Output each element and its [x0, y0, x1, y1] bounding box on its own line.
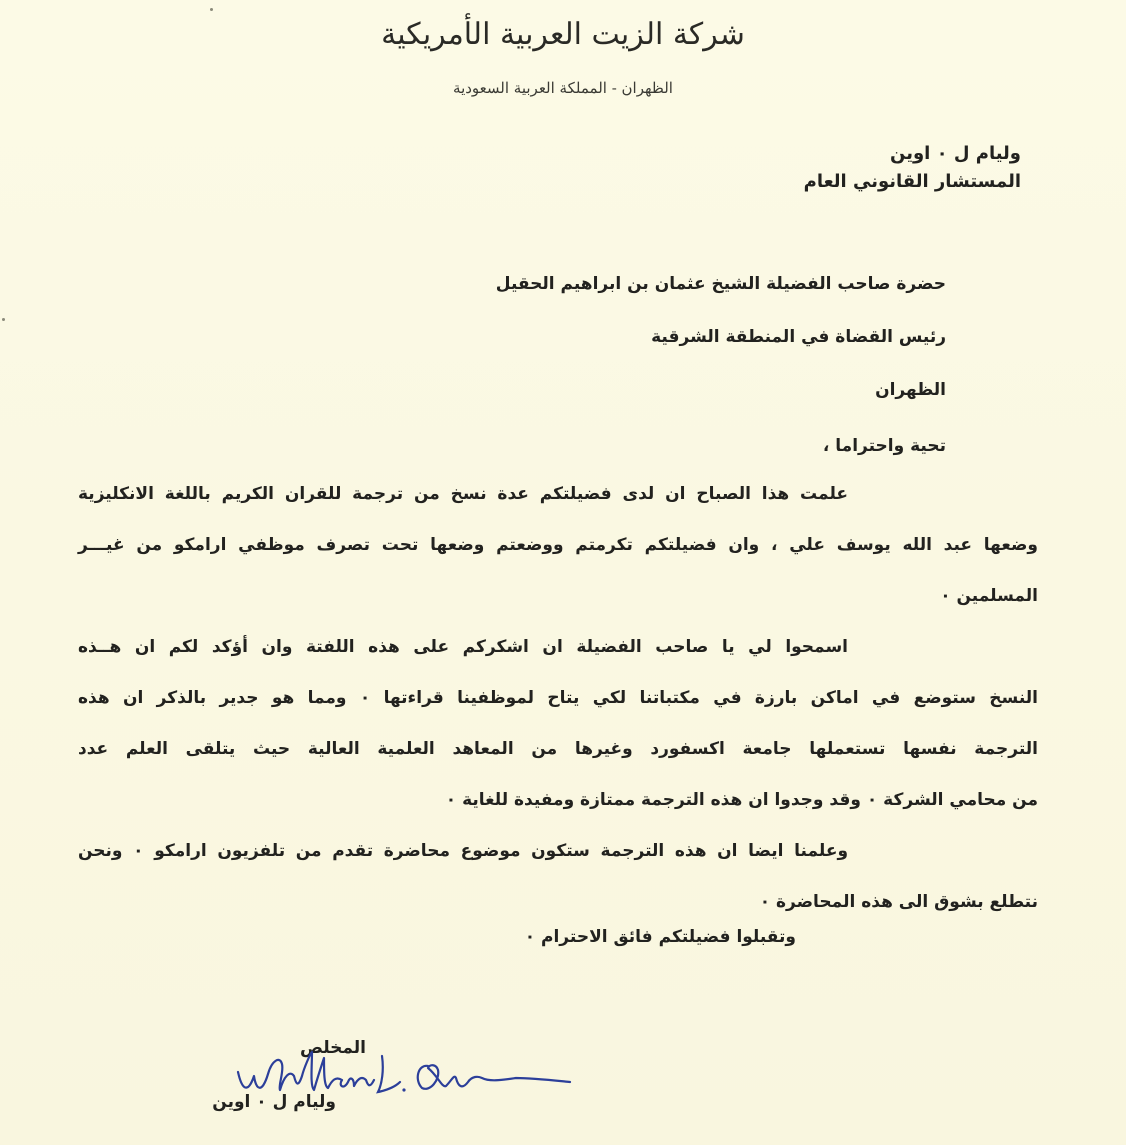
closing-line: وتقبلوا فضيلتكم فائق الاحترام ٠: [524, 927, 796, 947]
letter-body: [78, 474, 1038, 933]
signature-name: وليام ل ٠ اوين: [212, 1092, 336, 1112]
letterhead: [0, 12, 1126, 98]
addressee-block: [496, 266, 946, 425]
salutation: تحية واحتراما ،: [822, 436, 946, 456]
body-line: المسلمين ٠: [940, 586, 1038, 606]
addressee-line: حضرة صاحب الفضيلة الشيخ عثمان بن ابراهيم الحقيل: [495, 274, 946, 294]
body-line: نتطلع بشوق الى هذه المحاضرة ٠: [759, 892, 1038, 912]
body-line: من محامي الشركة ٠ وقد وجدوا ان هذه الترجمة ممتازة ومفيدة للغاية ٠: [445, 790, 1038, 810]
addressee-line: الظهران: [875, 380, 946, 400]
paper-speck: [210, 8, 213, 11]
company-location: الظهران - المملكة العربية السعودية: [453, 79, 673, 97]
body-line: علمت هذا الصباح ان لدى فضيلتكم عدة نسخ من ترجمة للقران الكريم باللغة الانكليزية: [78, 484, 848, 504]
body-line: اسمحوا لي يا صاحب الفضيلة ان اشكركم على هذه اللفتة وان أؤكد لكم ان هــذه: [78, 637, 848, 657]
addressee-line: رئيس القضاة في المنطقة الشرقية: [651, 327, 946, 347]
paper-speck: [2, 318, 5, 321]
company-name: شركة الزيت العربية الأمريكية: [381, 17, 745, 52]
body-line: النسخ ستوضع في اماكن بارزة في مكتباتنا لكي يتاح لموظفينا قراءتها ٠ ومما هو جدير بالذكر ان هذه: [78, 688, 1038, 708]
sender-block: [804, 140, 1021, 196]
body-line: الترجمة نفسها تستعملها جامعة اكسفورد وغيرها من المعاهد العلمية العالية حيث يتلقى العلم عدد: [78, 739, 1038, 759]
sender-title: المستشار القانوني العام: [803, 171, 1021, 192]
signoff: المخلص: [300, 1038, 366, 1058]
body-line: وضعها عبد الله يوسف علي ، وان فضيلتكم تكرمتم ووضعتم وضعها تحت تصرف موظفي ارامكو من غيـــر: [78, 535, 1038, 555]
body-line: وعلمنا ايضا ان هذه الترجمة ستكون موضوع محاضرة تقدم من تلفزيون ارامكو ٠ ونحن: [78, 841, 849, 861]
sender-name: وليام ل ٠ اوين: [890, 143, 1021, 164]
